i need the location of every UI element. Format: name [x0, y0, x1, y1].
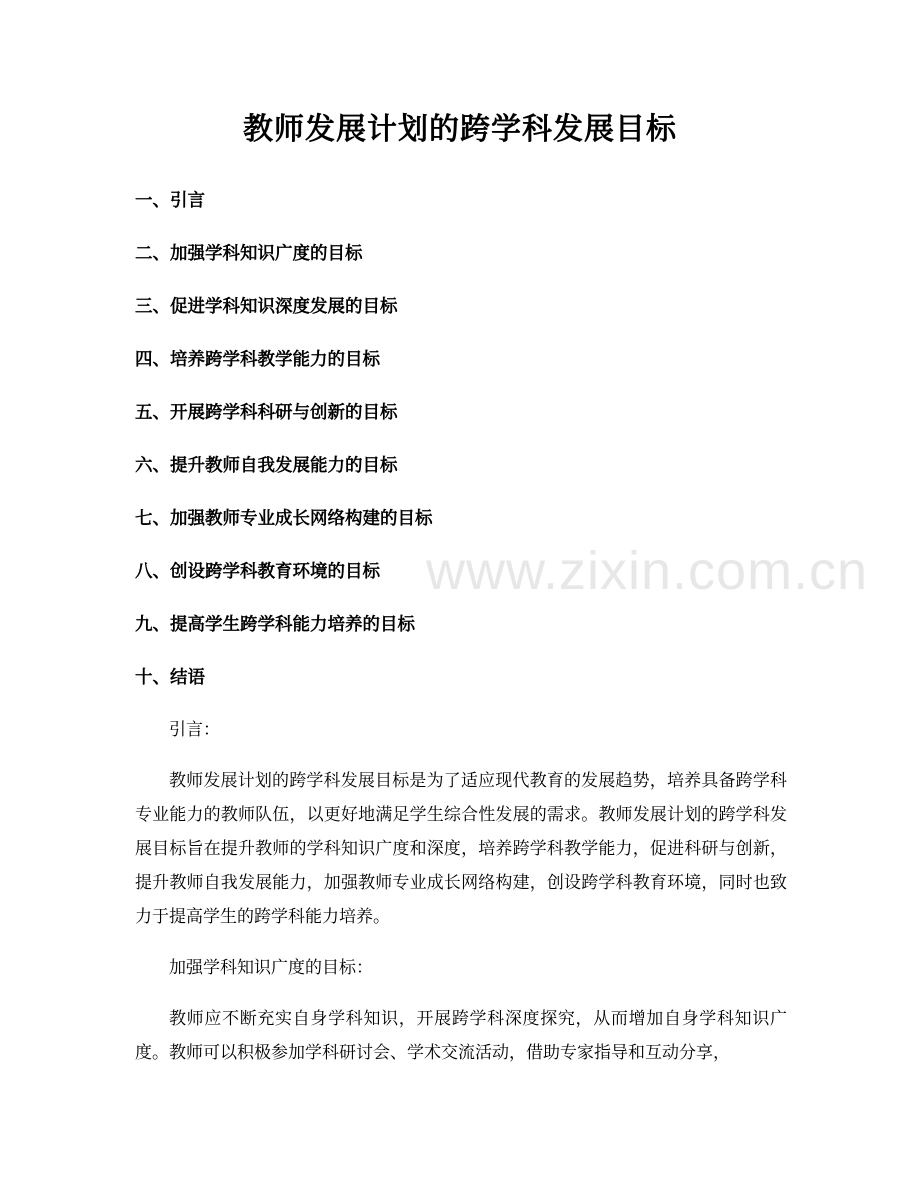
toc-item-5: 五、开展跨学科科研与创新的目标	[135, 403, 398, 423]
breadth-paragraph: 教师应不断充实自身学科知识，开展跨学科深度探究，从而增加自身学科知识广度。教师可以积极参加学科研讨会、学术交流活动，借助专家指导和互动分享，	[135, 1009, 787, 1063]
watermark: www.zixin.com.cn	[426, 541, 869, 601]
table-of-contents	[135, 184, 795, 714]
toc-item-10: 十、结语	[135, 668, 205, 688]
document-title: 教师发展计划的跨学科发展目标	[243, 112, 677, 147]
section-heading-breadth: 加强学科知识广度的目标：	[169, 958, 373, 978]
toc-item-7: 七、加强教师专业成长网络构建的目标	[135, 509, 433, 529]
intro-paragraph: 教师发展计划的跨学科发展目标是为了适应现代教育的发展趋势，培养具备跨学科专业能力的教师队伍，以更好地满足学生综合性发展的需求。教师发展计划的跨学科发展目标旨在提升教师的学科知识广度和深度，培养跨学科教学能力，促进科研与创新，提升教师自我发展能力，加强教师专业成长网络构建，创设跨学科教育环境，同时也致力于提高学生的跨学科能力培养。	[135, 771, 787, 927]
document-body	[135, 713, 787, 1087]
toc-item-6: 六、提升教师自我发展能力的目标	[135, 456, 398, 476]
toc-item-1: 一、引言	[135, 191, 205, 211]
toc-item-2: 二、加强学科知识广度的目标	[135, 244, 363, 264]
toc-item-9: 九、提高学生跨学科能力培养的目标	[135, 615, 415, 635]
intro-heading: 引言：	[169, 720, 220, 740]
toc-item-4: 四、培养跨学科教学能力的目标	[135, 350, 380, 370]
toc-item-8: 八、创设跨学科教育环境的目标	[135, 562, 380, 582]
toc-item-3: 三、促进学科知识深度发展的目标	[135, 297, 398, 317]
